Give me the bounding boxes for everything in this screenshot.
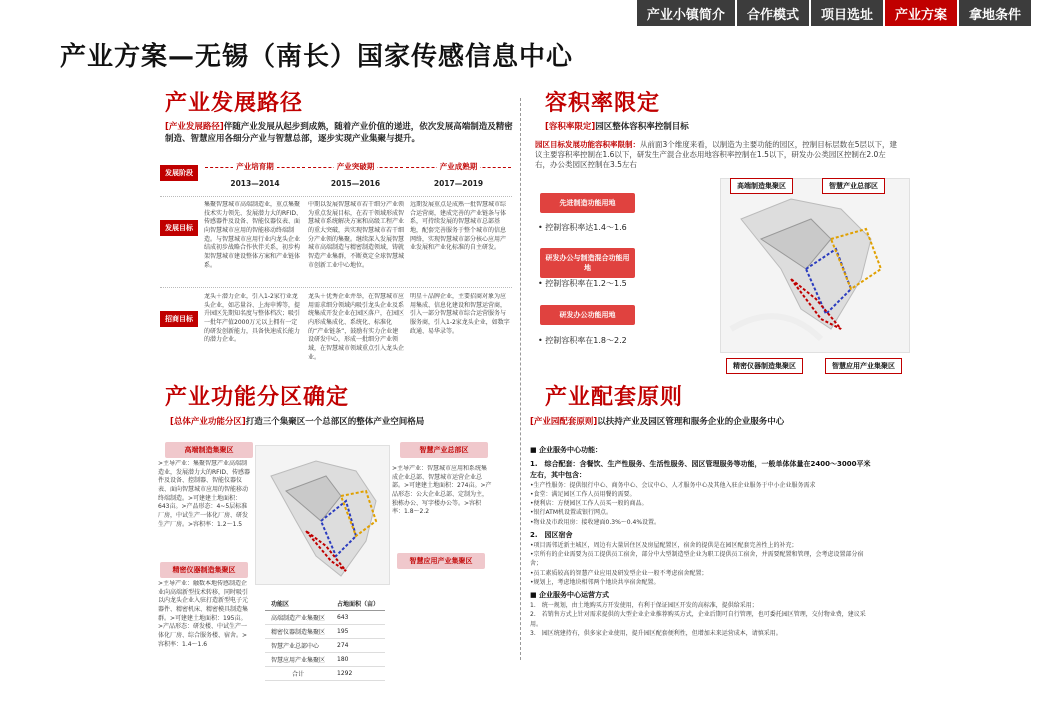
zone-lead-text: 打造三个集聚区一个总部区的整体产业空间格局 (245, 417, 425, 427)
zone-site-map (255, 445, 390, 585)
table-row (265, 611, 385, 625)
table-cell: 智慧应用产业集聚区 (265, 653, 331, 667)
stage-years-1: 2013—2014 (230, 179, 280, 188)
stage-years-2: 2015—2016 (330, 179, 381, 188)
far-bullet-3: • 控制容积率在1.8～2.2 (538, 336, 627, 345)
far-bullet-3-text: 控制容积率在1.8～2.2 (545, 336, 627, 345)
zone-site-map-drawing (256, 446, 390, 585)
table-row (265, 653, 385, 667)
support-paragraph: •银行ATM机设置或银行网点。 (530, 509, 613, 517)
table-cell: 智慧产业总部中心 (265, 639, 331, 653)
zone-box-4: 智慧应用产业集聚区 (397, 553, 485, 569)
center-separator (520, 98, 521, 660)
far-map-tag-4: 智慧应用产业集聚区 (825, 358, 902, 374)
path-lead-tag: [产业发展路径] (165, 122, 224, 132)
stage-name-2: 产业突破期 (334, 161, 378, 172)
invest-cell-2: 龙头＋优秀企业并举，在智慧城市应用需求细分领域内吸引龙头企业及系统集成开发企业在园区落户，在园区内形成集成化、系统化、标准化的“产业链条”，鼓励有实力企业建设研发中心，形成一批细分产业领域，在智慧城市领域重点引入龙头企业。 (308, 293, 404, 361)
table-header-cell: 功能区 (265, 597, 331, 611)
support-paragraph: •项目需邻近新主城区，周边有大量居住区及房屋配置区，宿舍的提供是在园区配套完善性上的补充； (530, 541, 798, 549)
support-paragraph: 2. 若销售方式上针对需求提供的大型企业企业推荐购买方式，企业后期可自行管理，也可委托园区管理，交付物业费，建议采用。 (530, 611, 866, 628)
support-heading: 1. 综合配套：含餐饮、生产性服务、生活性服务、园区管理服务等功能，一般单体体量在2400～3000平米左右，其中包含： (530, 459, 871, 479)
row-label-stage: 发展阶段 (160, 165, 198, 181)
stage-years-3: 2017—2019 (433, 179, 484, 188)
table-cell: 合计 (265, 667, 331, 681)
support-lead-text: 以扶持产业及园区管理和服务企业的企业服务中心 (597, 417, 785, 427)
row-label-invest: 招商目标 (160, 311, 198, 327)
support-paragraph: •便利店：方便园区工作人员买一般的商品。 (530, 500, 648, 508)
far-bullet-2-text: 控制容积率在1.2～1.5 (545, 279, 627, 288)
far-site-map-drawing (721, 179, 910, 353)
table-header-cell: 占地面积（亩） (331, 597, 385, 611)
table-cell: 1292 (331, 667, 385, 681)
col-head-1 (205, 161, 305, 188)
far-site-map (720, 178, 910, 353)
stage-name-3: 产业成熟期 (437, 161, 481, 172)
table-cell: 195 (331, 625, 385, 639)
far-desc-tag: 园区目标发展功能容积率限制： (535, 140, 640, 149)
row-divider-1 (160, 196, 512, 197)
support-lead-tag: [产业园配套原则] (530, 417, 598, 427)
page-title: 产业方案—无锡（南长）国家传感信息中心 (60, 42, 574, 72)
table-cell: 精密仪器制造集聚区 (265, 625, 331, 639)
nav-tab-land[interactable]: 拿地条件 (959, 0, 1031, 26)
section-title-support: 产业配套原则 (545, 385, 684, 410)
row-divider-2 (160, 287, 512, 288)
far-pill-3: 研发办公功能用地 (540, 305, 635, 325)
far-bullet-2: • 控制容积率在1.2～1.5 (538, 279, 627, 288)
goal-cell-1: 集聚智慧城市高端制造业，重点集聚技术实力领先、发展潜力大的RFID、传感器件及设备、智能仪器仪表、面向智慧城市应用的智能移动终端制造。与智慧城市应用行业内龙头企业结成初步战略合作伙伴关系，初步构架智慧城市建设整体方案和产业链体系。 (204, 201, 302, 269)
zone-text-3: >主导产业：智慧城市应用和系统集成企业总部、智慧城市运营企业总部。>可建建土地面积：274亩。>产品形态：公大企业总部、定制为主，独栋办公、写字楼办公等。>容积率：1.8～2.2 (392, 465, 492, 516)
nav-tab-site[interactable]: 项目选址 (811, 0, 883, 26)
far-map-tag-1: 高端制造集聚区 (730, 178, 793, 194)
table-row (265, 625, 385, 639)
nav-tab-intro[interactable]: 产业小镇简介 (637, 0, 735, 26)
zone-box-3: 智慧产业总部区 (400, 442, 488, 458)
support-paragraph: •生产性服务：提供银行中心、商务中心、会议中心、人才服务中心及其他入驻企业服务于中小企业服务需求 (530, 481, 816, 489)
zone-text-2: >主导产业：触数本地传感制造企业向高端新型技术转移，同时吸引以内龙头企业入驻打造新型电子元器件、精密机床、精密模具制造集群。>可建建土地面积：195亩。>产品形态：研发楼、中试生产一体化厂房、综合服务楼、宿舍。>容积率：1.4～1.6 (158, 580, 249, 648)
far-pill-1: 先进制造功能用地 (540, 193, 635, 213)
far-desc-text: 从前面3个维度来看，以制造为主要功能的园区，控制目标层数在5层以下，建议主要容积率控制在1.6以下，研发生产混合业态用地容积率控制在1.5以下，研发办公类园区控制在2.0左右，办公类园区控制在3.5左右 (535, 140, 898, 170)
support-paragraph: 3. 园区统建持有，供多家企业使用，提升园区配套便利性，但增加未来运营成本，请慎采用。 (530, 630, 782, 638)
col-head-2 (308, 161, 403, 188)
stage-name-1: 产业培育期 (233, 161, 277, 172)
zone-lead-tag: [总体产业功能分区] (170, 417, 246, 427)
support-heading: ■ 企业服务中心运营方式 (530, 591, 610, 600)
invest-cell-3: 明星＋品牌企业，主要招商对象为应用集成、信息化建设和智慧运营商，引入一部分智慧城市综合运营服务与服务商，引入1-2家龙头企业，如数字政通、易华录等。 (410, 293, 510, 335)
col-head-3 (406, 161, 511, 188)
support-heading: ■ 企业服务中心功能： (530, 446, 603, 454)
path-lead (165, 121, 515, 146)
row-label-goal: 发展目标 (160, 220, 198, 236)
section-title-far: 容积率限定 (545, 91, 661, 116)
zone-box-2: 精密仪器制造集聚区 (160, 562, 248, 578)
zone-text-1: >主导产业：集聚智慧产业高端制造业，发展潜力大的RFID、传感器件及设备、控制器、智能仪器仪表、面向智慧城市应用的智能移动终端制造。>可建建土地面积：643亩。>产品形态：4~5层标准厂房，中试生产一体化厂房、研发生产厂房。>容积率：1.2～1.5 (158, 460, 250, 528)
goal-cell-3: 远期发展重点是成熟一批智慧城市综合运营商，建成完善的产业链条与体系，可持续发展的智慧城市总部基地，配套完善服务于整个城市的信息网络，实现智慧城市部分核心应用产业发展和产业化标准的自主研发。 (410, 201, 507, 252)
support-paragraph: •宗所有的企业需要为员工提供员工宿舍，部分中大型制造型企业为职工提供员工宿舍，并需要配置和管理，会考虑设置部分宿舍； (530, 551, 864, 568)
far-pill-2: 研发办公与制造混合功能用地 (540, 248, 635, 278)
path-lead-text: 伴随产业发展从起步到成熟，随着产业价值的递进，依次发展高端制造及精密制造、智慧应用各细分产业与智慧总部，逐步实现产业集聚与提升。 (165, 122, 513, 145)
nav-tab-coop[interactable]: 合作模式 (737, 0, 809, 26)
table-cell: 180 (331, 653, 385, 667)
zone-area-table (265, 597, 385, 681)
far-map-tag-2: 智慧产业总部区 (822, 178, 885, 194)
table-row (265, 639, 385, 653)
support-body (530, 442, 875, 638)
support-paragraph: •物业及市政用房：接收建面0.3%～0.4%设置。 (530, 518, 661, 526)
top-nav (635, 0, 1031, 26)
table-cell: 高端制造产业集聚区 (265, 611, 331, 625)
far-lead-tag: [容积率限定] (545, 122, 596, 132)
support-paragraph: •员工素质较高的智慧产业应用及研发型企业一般不考虑宿舍配置； (530, 569, 708, 577)
table-cell: 643 (331, 611, 385, 625)
table-header-row (265, 597, 385, 611)
support-paragraph: •规划上，考虑地块相邻两个地块共享宿舍配置。 (530, 579, 660, 587)
section-title-path: 产业发展路径 (165, 91, 304, 116)
far-map-tag-3: 精密仪器制造集聚区 (726, 358, 803, 374)
support-lead (530, 416, 784, 428)
invest-cell-1: 龙头＋潜力企业，引入1-2家行业龙头企业，如芯量谷、上海申博等，提升园区先期知名度与整体档次；吸引一批年产值2000万元以上拥有一定的研发创新能力，具备快速成长能力的潜力企业。 (204, 293, 301, 344)
far-lead-text: 园区整体容积率控制目标 (595, 122, 689, 132)
zone-lead (170, 416, 424, 428)
table-row (265, 667, 385, 681)
far-bullet-1-text: 控制容积率达1.4～1.6 (545, 223, 627, 232)
zone-box-1: 高端制造集聚区 (165, 442, 253, 458)
support-paragraph: •食堂：满足园区工作人员用餐的需要。 (530, 490, 636, 498)
support-paragraph: 1. 统一规划，由土地购买方开发使用，有利于保证园区开发的高标准，提供给采用； (530, 602, 758, 610)
support-heading: 2. 园区宿舍 (530, 531, 573, 540)
nav-tab-plan[interactable]: 产业方案 (885, 0, 957, 26)
far-lead (545, 121, 689, 133)
table-cell: 274 (331, 639, 385, 653)
far-bullet-1: • 控制容积率达1.4～1.6 (538, 223, 627, 232)
goal-cell-2: 中期以发展智慧城市若干细分产业领为重点发展目标，在若干领域形成智慧城市系统解决方案和高级工程产业的重大突破，共实现智慧城市若干细分产业领的集聚。继续深入发展智慧城市高端制造与精密制造领域，铸就智造产业集群，不断奠定全球智慧城市创新工业中心地位。 (308, 201, 404, 269)
far-desc (535, 140, 900, 170)
section-title-zone: 产业功能分区确定 (165, 385, 350, 410)
